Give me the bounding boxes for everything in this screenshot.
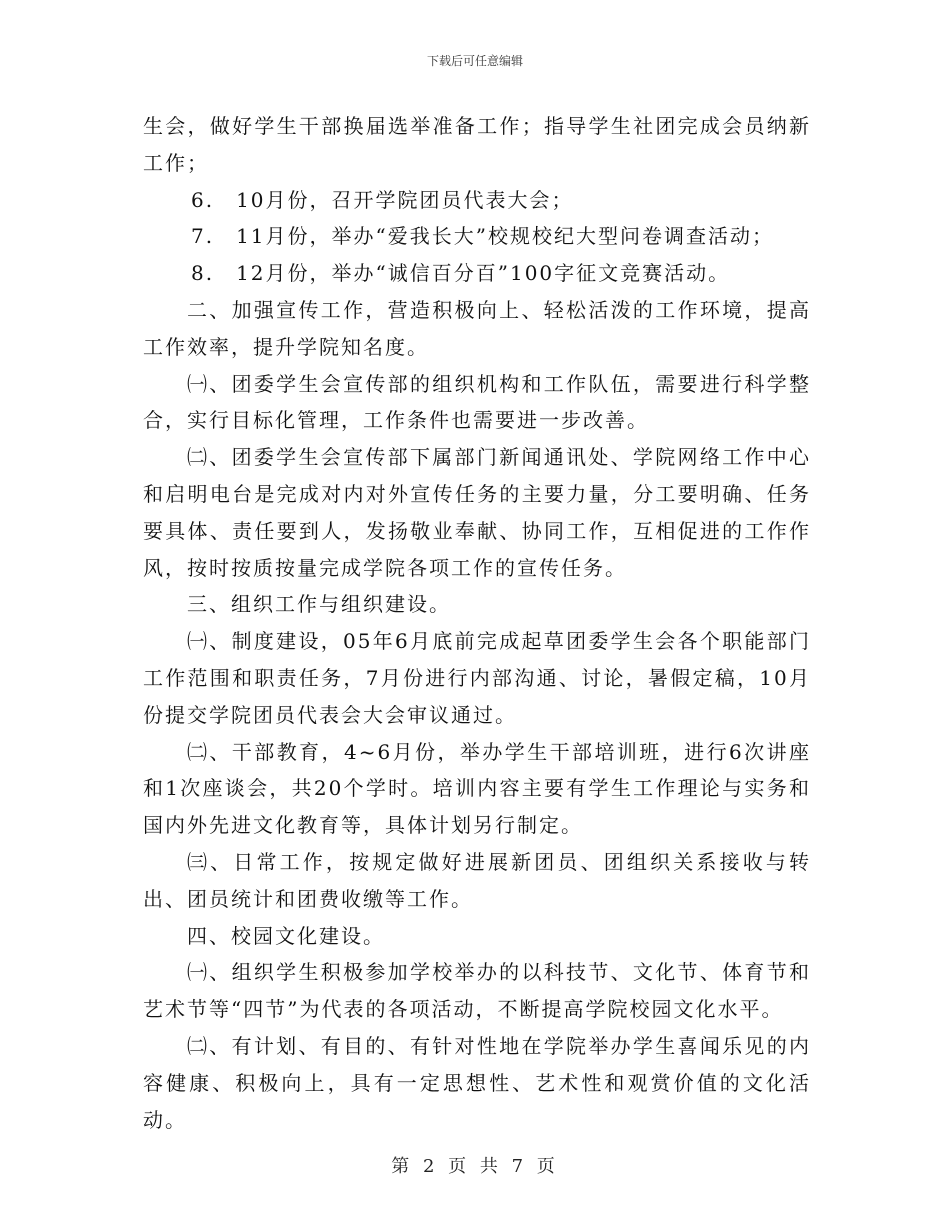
document-body xyxy=(143,108,811,1138)
paragraph: ㈠、组织学生积极参加学校举办的以科技节、文化节、体育节和艺术节等“四节”为代表的各项活动，不断提高学院校园文化水平。 xyxy=(143,960,811,1022)
list-item: 8. 12月份，举办“诚信百分百”100字征文竞赛活动。 xyxy=(191,261,731,286)
list-item: 7. 11月份，举办“爱我长大”校规校纪大型问卷调查活动； xyxy=(191,224,774,249)
section-heading: 二、加强宣传工作，营造积极向上、轻松活泼的工作环境，提高工作效率，提升学院知名度。 xyxy=(143,297,811,359)
section-heading: 四、校园文化建设。 xyxy=(187,923,385,948)
section-heading: 三、组织工作与组织建设。 xyxy=(187,592,451,617)
page-header: 下载后可任意编辑 xyxy=(426,54,523,68)
page-number-footer: 第 2 页 共 7 页 xyxy=(391,1156,559,1177)
paragraph: ㈠、团委学生会宣传部的组织机构和工作队伍，需要进行科学整合，实行目标化管理，工作条件也需要进一步改善。 xyxy=(143,371,811,433)
paragraph: ㈡、干部教育，4~6月份，举办学生干部培训班，进行6次讲座和1次座谈会，共20个学时。培训内容主要有学生工作理论与实务和国内外先进文化教育等，具体计划另行制定。 xyxy=(143,739,811,838)
paragraph: 生会，做好学生干部换届选举准备工作；指导学生社团完成会员纳新工作； xyxy=(143,114,811,175)
paragraph: ㈡、团委学生会宣传部下属部门新闻通讯处、学院网络工作中心和启明电台是完成对内对外宣传任务的主要力量，分工要明确、任务要具体、责任要到人，发扬敬业奉献、协同工作，互相促进的工作作风，按时按质按量完成学院各项工作的宣传任务。 xyxy=(143,445,811,580)
paragraph: ㈠、制度建设，05年6月底前完成起草团委学生会各个职能部门工作范围和职责任务，7月份进行内部沟通、讨论，暑假定稿，10月份提交学院团员代表会大会审议通过。 xyxy=(143,629,811,727)
paragraph: ㈢、日常工作，按规定做好进展新团员、团组织关系接收与转出、团员统计和团费收缴等工作。 xyxy=(143,849,811,911)
paragraph: ㈡、有计划、有目的、有针对性地在学院举办学生喜闻乐见的内容健康、积极向上，具有一定思想性、艺术性和观赏价值的文化活动。 xyxy=(143,1033,811,1132)
list-item: 6. 10月份，召开学院团员代表大会； xyxy=(191,187,574,212)
